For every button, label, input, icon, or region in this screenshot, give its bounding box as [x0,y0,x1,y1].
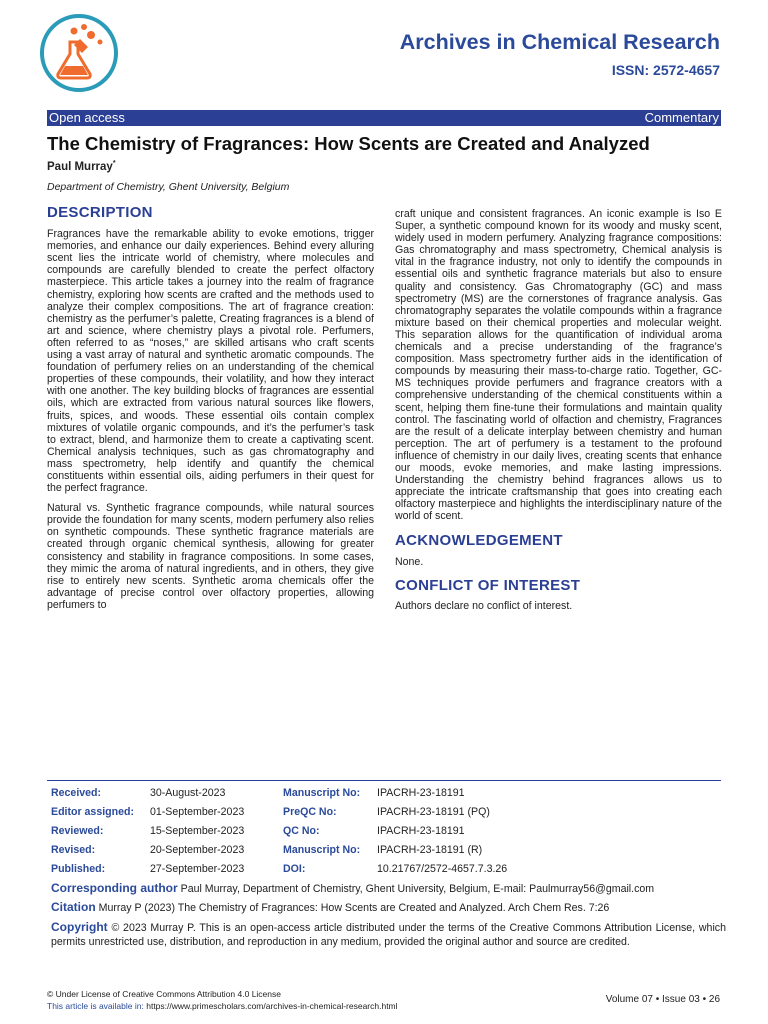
corresponding-text: Paul Murray, Department of Chemistry, Ghent University, Belgium, E-mail: Paulmurray56@gmail.com [180,883,655,895]
table-row [47,859,677,878]
journal-title: Archives in Chemical Research [399,30,720,54]
flask-icon [44,18,114,88]
manuscript-label: Manuscript No: [283,787,361,800]
citation [51,900,726,915]
received-label: Received: [51,787,102,800]
volume-issue: Volume 07 • Issue 03 • 26 [605,994,720,1005]
left-column [47,204,374,619]
manuscript-number: IPACRH-23-18191 [377,787,465,800]
corresponding-label: Corresponding author [51,881,178,895]
table-row [47,784,677,803]
corresponding-author [51,881,726,896]
editor-date: 01-September-2023 [150,806,245,819]
description-heading: DESCRIPTION [47,204,153,221]
publication-history [47,780,721,878]
author-mark: * [112,160,116,167]
issn: ISSN: 2572-4657 [611,62,720,78]
affiliation: Department of Chemistry, Ghent University, Belgium [47,181,290,193]
availability-note [47,1001,398,1011]
access-label: Open access [49,110,125,125]
citation-label: Citation [51,900,96,914]
license-note: © Under License of Creative Commons Attribution 4.0 License [47,989,281,999]
paragraph-2: Natural vs. Synthetic fragrance compounds, while natural sources provide the foundation for many scents, modern perfumery also relies on synthetic compounds. These synthetic fragrance materials are created through organic chemical synthesis, allowing for greater consistency and stability in fragrance compositions. In some cases, they mimic the aroma of natural ingredients, and in others, they give rise to entirely new scents. Synthetic aroma chemicals offer the advantage of precise control over olfactory properties, allowing perfumers to [47,502,374,611]
published-date: 27-September-2023 [150,862,245,875]
acknowledgement-heading: ACKNOWLEDGEMENT [395,532,563,550]
copyright-text: © 2023 Murray P. This is an open-access article distributed under the terms of the Creative Commons Attribution License, which permits unrestricted use, distribution, and reproduction in any medium, provided the original author and source are credited. [51,922,726,948]
reviewed-date: 15-September-2023 [150,824,245,837]
manuscript-r-label: Manuscript No: [283,843,361,856]
preqc-label: PreQC No: [283,806,337,819]
revised-date: 20-September-2023 [150,843,245,856]
received-date: 30-August-2023 [150,787,226,800]
doi-link[interactable]: 10.21767/2572-4657.7.3.26 [377,862,508,875]
acknowledgement-text: None. [395,555,424,568]
table-row [47,803,677,822]
preqc-number: IPACRH-23-18191 (PQ) [377,806,490,819]
right-column [395,208,722,620]
qc-label: QC No: [283,824,320,837]
article-type-label: Commentary [644,110,719,125]
citation-text: Murray P (2023) The Chemistry of Fragrances: How Scents are Created and Analyzed. Arch Chem Res. 7:26 [98,902,610,914]
conflict-heading: CONFLICT OF INTEREST [395,576,581,594]
doi-label: DOI: [283,862,306,875]
paragraph-1: Fragrances have the remarkable ability to evoke emotions, trigger memories, and enhance our daily experiences. Behind every alluring scent lies the intricate world of chemistry, where molecules and compounds are carefully blended to create the perfect olfactory masterpiece. This article takes a journey into the realm of fragrance chemistry, exploring how scents are crafted and the methods used to analyze their complex compositions. The art of fragrance creation: chemistry as the perfumer’s palette, Creating fragrances is a blend of art and science, where chemistry plays a pivotal role. Perfumers, often referred to as “noses,” are skilled artisans who craft scents using a vast array of natural and synthetic aromatic compounds. The foundation of perfumery relies on an understanding of the chemical properties of these compounds, their volatility, and how they interact with one another. The key building blocks of fragrances are essential oils, which are extracted from various natural sources like flowers, fruits, spices, and woods. These essential oils contain complex mixtures of volatile organic compounds, and it’s the perfumer’s task to extract, blend, and harmonize them to create a captivating scent. Chemical analysis techniques, such as gas chromatography and mass spectrometry, help identify and quantify the chemical constituents within essential oils, aiding perfumers in their quest for the perfect fragrance. [47,228,374,495]
author-name [47,160,116,173]
paragraph-3: craft unique and consistent fragrances. An iconic example is Iso E Super, a synthetic compound known for its woody and musky scent, widely used in modern perfumery. Analyzing fragrance compositions: Gas chromatography and mass spectrometry, Chemical analysis is vital in the fragrance industry, not only to identify the compounds in essential oils and synthetic fragrance materials but also to ensure quality and consistency. Gas Chromatography (GC) and mass spectrometry (MS) are the cornerstones of fragrance analysis. Gas chromatography separates the volatile compounds within a fragrance mixture based on their chemical properties and molecular weight. This separation allows for the quantification of individual aroma chemicals and a precise understanding of the fragrance’s composition. Mass spectrometry further aids in the identification of compounds by measuring their mass-to-charge ratio. Together, GC-MS techniques provide perfumers and fragrance creators with a comprehensive understanding of the chemical constituents within a scent, helping them fine-tune their formulations and maintain quality control. The fascinating world of olfaction and chemistry, Fragrances are the result of a delicate interplay between chemistry and human perception. The art of perfumery is a testament to the profound influence of chemistry in our daily lives, creating scents that enhance our moods, evoke memories, and make lasting impressions. Understanding the chemistry behind fragrances allows us to appreciate the intricate craftsmanship that goes into creating each olfactory masterpiece and highlights the interdisciplinary nature of the world of scent. [395,208,722,523]
journal-logo [40,14,118,92]
conflict-text: Authors declare no conflict of interest. [395,599,573,612]
table-row [47,822,677,841]
editor-label: Editor assigned: [51,806,134,819]
qc-number: IPACRH-23-18191 [377,824,465,837]
author: Paul Murray [47,160,113,173]
copyright-label: Copyright [51,920,108,934]
published-label: Published: [51,862,106,875]
revised-label: Revised: [51,843,96,856]
table-row [47,840,677,859]
reviewed-label: Reviewed: [51,824,104,837]
article-title: The Chemistry of Fragrances: How Scents are Created and Analyzed [47,133,650,154]
manuscript-r-number: IPACRH-23-18191 (R) [377,843,483,856]
copyright [51,920,726,949]
availability-label: This article is available in: [47,1001,144,1011]
article-type-band [47,110,721,126]
journal-url-link[interactable]: https://www.primescholars.com/archives-in-chemical-research.html [146,1001,398,1011]
